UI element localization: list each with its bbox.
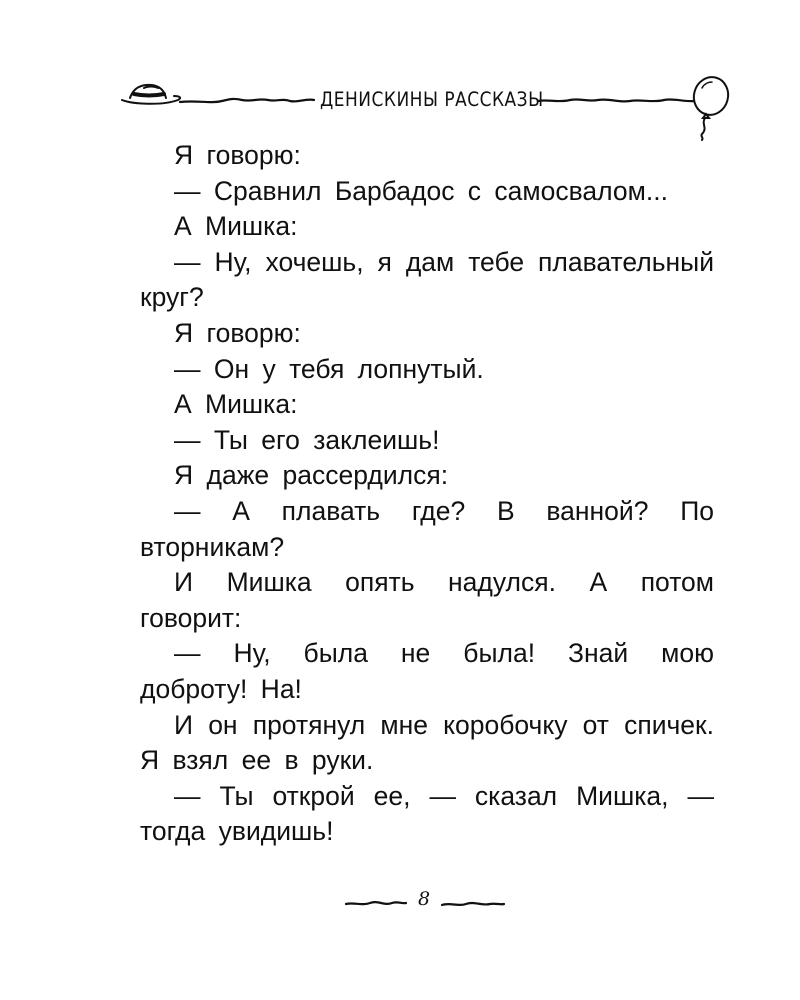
paragraph: Я даже рассердился: xyxy=(174,460,449,491)
footer-left-flourish xyxy=(346,902,406,904)
paragraph: — Ну, хочешь, я дам тебе плавательный круг? xyxy=(140,246,714,313)
paragraph: А Мишка: xyxy=(174,211,298,242)
paragraph: Я говорю: xyxy=(174,317,301,348)
story-text xyxy=(140,138,714,850)
paragraph: — Ты открой ее, — сказал Мишка, — тогда увидишь! xyxy=(140,780,714,847)
paragraph: — Ты его заклеишь! xyxy=(174,424,440,455)
balloon-icon xyxy=(690,74,733,140)
paragraph: И Мишка опять надулся. А потом говорит: xyxy=(140,567,714,633)
paragraph: — Он у тебя лопнутый. xyxy=(174,353,484,384)
paragraph: — Сравнил Барбадос с самосвалом... xyxy=(174,175,668,206)
running-title: ДЕНИСКИНЫ РАССКАЗЫ xyxy=(320,88,544,112)
page-footer xyxy=(340,884,510,924)
paragraph: Я говорю: xyxy=(174,140,301,170)
paragraph: — Ну, была не была! Знай мою доброту! На! xyxy=(140,638,714,704)
hat-icon xyxy=(122,85,180,104)
page-number: 8 xyxy=(417,888,431,910)
paragraph: — А плавать где? В ванной? По вторникам? xyxy=(140,495,714,562)
paragraph: И он протянул мне коробочку от спичек. Я взял ее в руки. xyxy=(140,709,714,776)
left-flourish xyxy=(180,99,314,102)
footer-right-flourish xyxy=(442,903,504,905)
right-flourish xyxy=(538,99,694,101)
paragraph: А Мишка: xyxy=(174,389,298,420)
